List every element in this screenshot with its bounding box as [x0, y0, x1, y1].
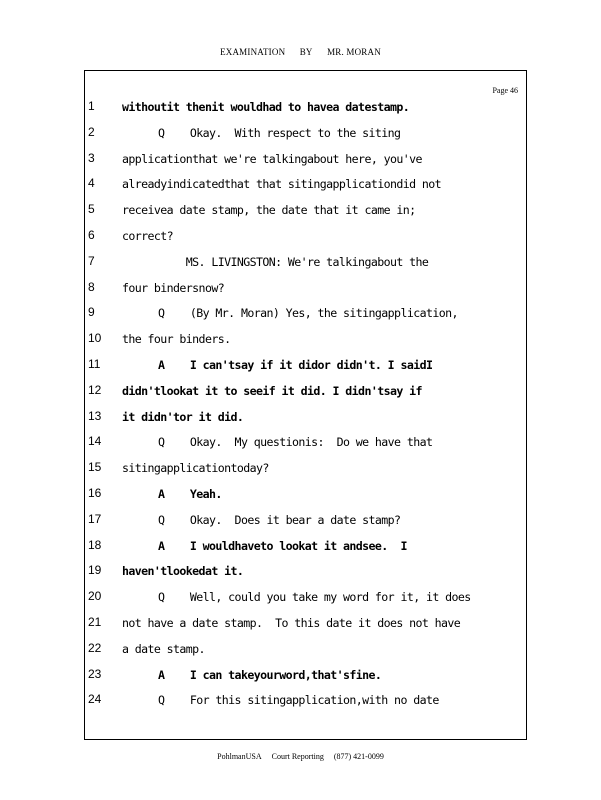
- transcript-line: Q Okay. With respect to the siting: [158, 125, 401, 140]
- line-number: 17: [88, 511, 102, 526]
- line-number: 22: [88, 640, 102, 655]
- footer-service: Court Reporting: [271, 752, 324, 761]
- transcript-line: Q (By Mr. Moran) Yes, the sitingapplication,: [158, 306, 458, 321]
- line-number: 8: [88, 279, 95, 294]
- page-footer: [0, 752, 601, 761]
- line-number: 14: [88, 434, 102, 449]
- line-number: 11: [88, 357, 101, 371]
- line-number: 9: [88, 305, 95, 320]
- transcript-line: not have a date stamp. To this date it does not have: [122, 616, 461, 630]
- footer-company: PohlmanUSA: [217, 752, 262, 761]
- transcript-line: Q Okay. My questionis: Do we have that: [158, 435, 433, 450]
- line-number: 15: [88, 460, 102, 475]
- transcript-line: it didn'tor it did.: [122, 409, 244, 424]
- line-number: 12: [88, 382, 102, 397]
- line-number: 23: [88, 666, 102, 681]
- line-number: 20: [88, 589, 102, 604]
- line-number: 10: [88, 331, 102, 346]
- transcript-line: applicationthat we're talkingabout here, you've: [122, 151, 422, 166]
- line-number: 2: [88, 124, 95, 139]
- page-header: [0, 47, 601, 57]
- line-number: 3: [88, 150, 95, 165]
- line-number: 6: [88, 228, 95, 242]
- transcript-line: haven'tlookedat it.: [122, 564, 244, 579]
- line-number: 16: [88, 486, 102, 500]
- header-examiner: MR. MORAN: [327, 47, 381, 57]
- transcript-line: correct?: [122, 229, 174, 243]
- transcript-line: A Yeah.: [158, 487, 222, 501]
- transcript-line: withoutit thenit wouldhad to havea datestamp.: [122, 100, 410, 114]
- transcript-line: sitingapplicationtoday?: [122, 461, 269, 476]
- line-number: 24: [88, 692, 102, 707]
- footer-phone: (877) 421-0099: [333, 752, 384, 761]
- transcript-line: alreadyindicatedthat that sitingapplicationdid not: [122, 177, 442, 192]
- line-number: 13: [88, 408, 102, 423]
- line-number: 5: [88, 202, 95, 217]
- transcript-line: Q Well, could you take my word for it, it does: [158, 590, 471, 605]
- transcript-line: receivea date stamp, the date that it came in;: [122, 203, 416, 218]
- transcript-line: Q Okay. Does it bear a date stamp?: [158, 512, 401, 527]
- transcript-line: four bindersnow?: [122, 280, 225, 295]
- header-by: BY: [299, 47, 313, 57]
- transcript-line: the four binders.: [122, 332, 231, 347]
- transcript-line: MS. LIVINGSTON: We're talkingabout the: [122, 254, 429, 269]
- line-number: 19: [88, 563, 102, 578]
- transcript-line: A I can takeyourword,that'sfine.: [158, 667, 382, 682]
- transcript-frame: [84, 70, 527, 740]
- line-number: 1: [88, 99, 95, 113]
- line-number: 18: [88, 537, 102, 552]
- transcript-line: A I can'tsay if it didor didn't. I saidI: [158, 358, 433, 372]
- transcript-line: didn'tlookat it to seeif it did. I didn'tsay if: [122, 383, 422, 398]
- page-number: Page 46: [492, 86, 518, 95]
- line-number: 21: [88, 615, 102, 629]
- line-number: 4: [88, 176, 95, 191]
- transcript-line: A I wouldhaveto lookat it andsee. I: [158, 538, 407, 553]
- header-section: EXAMINATION: [220, 47, 286, 57]
- line-number: 7: [88, 253, 95, 268]
- transcript-line: a date stamp.: [122, 641, 205, 656]
- transcript-line: Q For this sitingapplication,with no date: [158, 693, 439, 708]
